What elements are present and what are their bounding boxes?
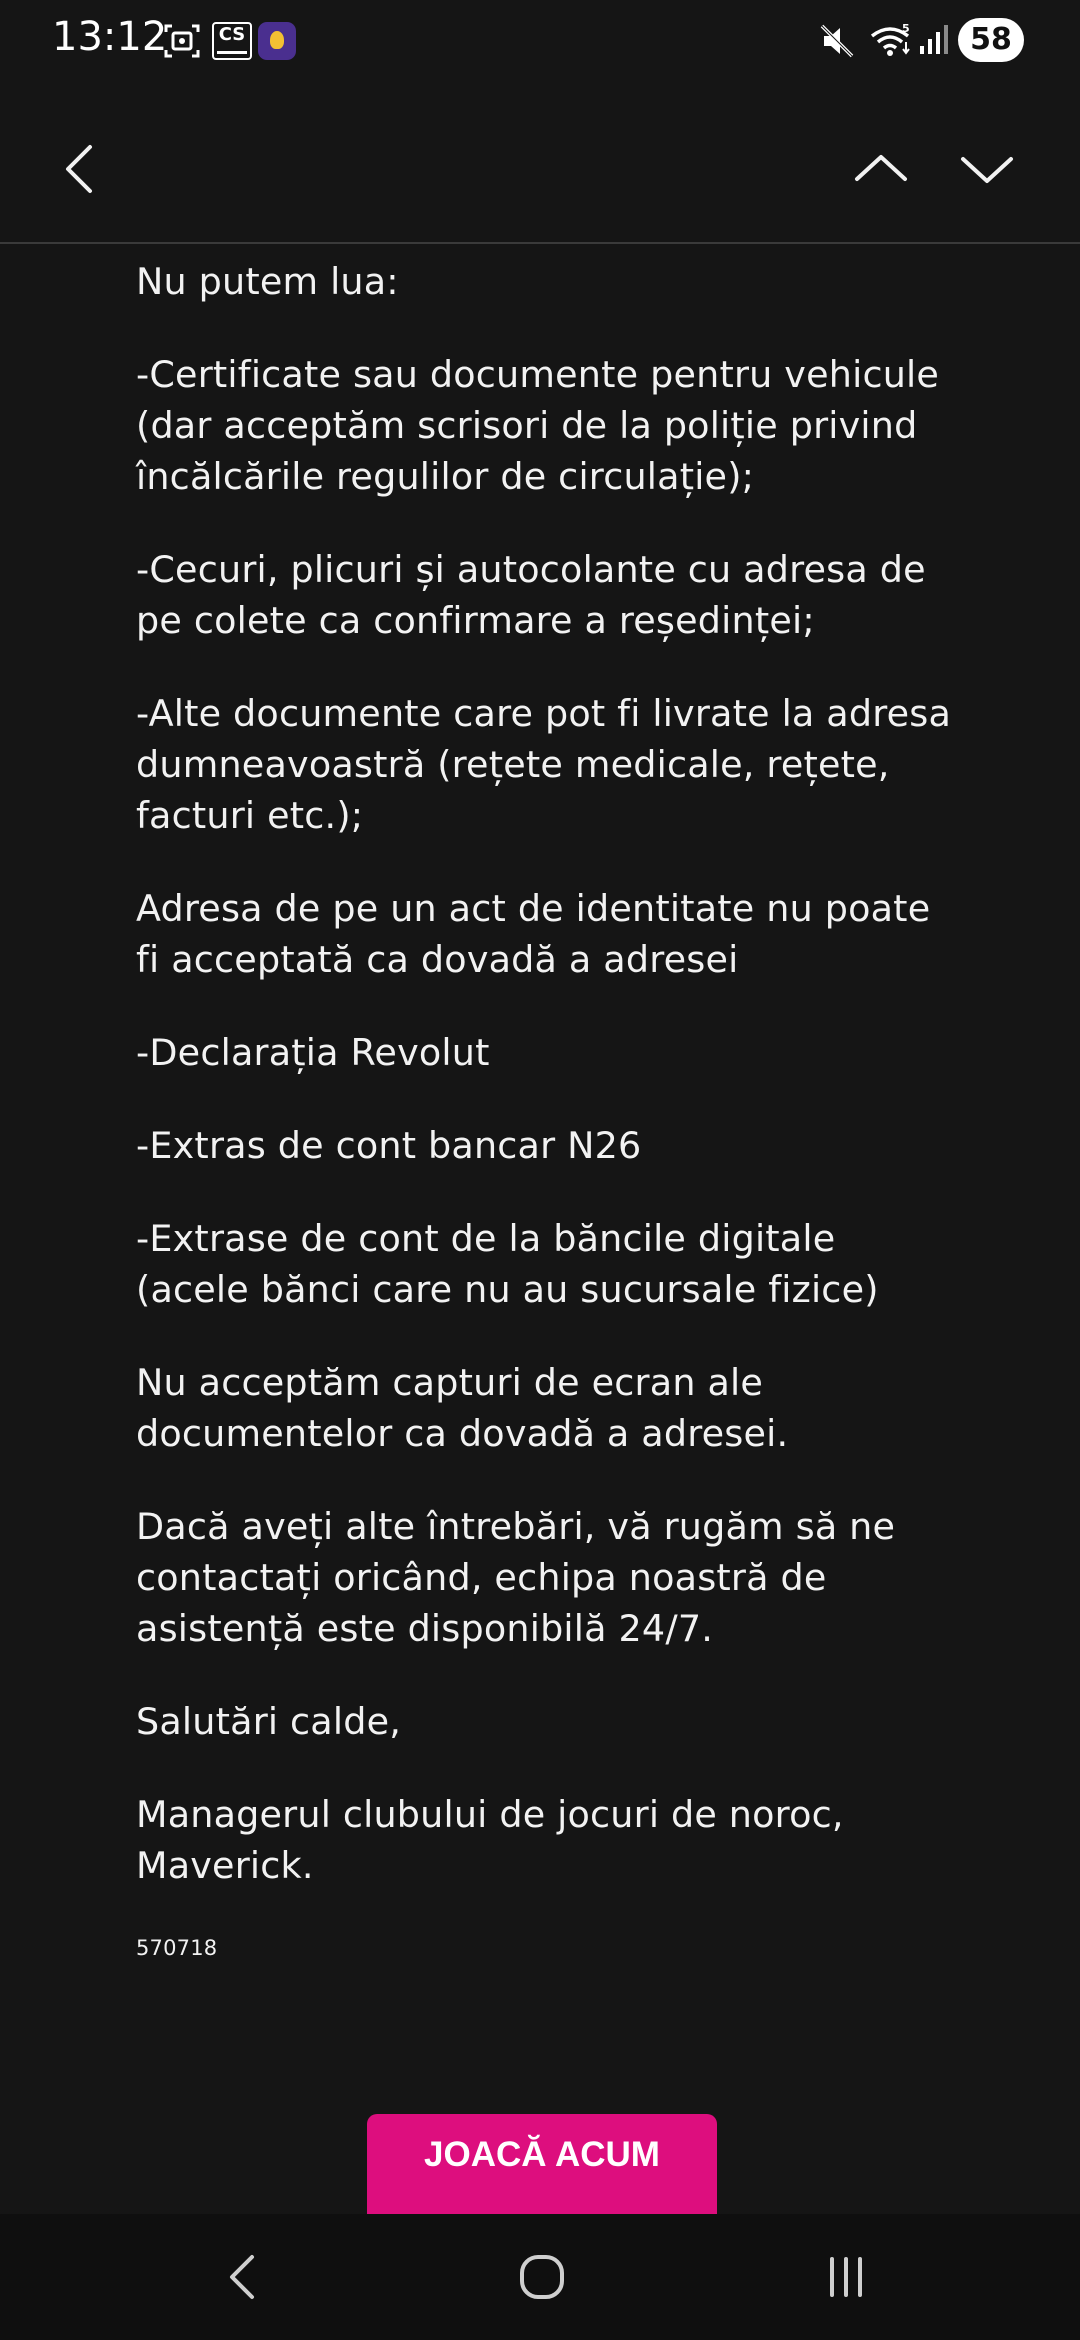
- back-button[interactable]: [36, 124, 126, 214]
- recents-bars-icon: [820, 2251, 872, 2303]
- battery-level: 58: [970, 22, 1012, 57]
- message-paragraph: Nu acceptăm capturi de ecran ale documentelor ca dovadă a adresei.: [136, 1361, 789, 1455]
- chevron-left-icon: [56, 141, 106, 197]
- message-paragraph: -Certificate sau documente pentru vehicule (dar acceptăm scrisori de la poliție privind încălcările regulilor de circulație);: [136, 353, 940, 498]
- chevron-down-icon: [957, 149, 1017, 189]
- system-back-button[interactable]: [202, 2244, 282, 2310]
- cs-app-icon: CS: [212, 22, 252, 60]
- message-paragraph: -Alte documente care pot fi livrate la adresa dumneavoastră (rețete medicale, rețete, facturi etc.);: [136, 692, 952, 837]
- message-paragraph: -Cecuri, plicuri și autocolante cu adresa de pe colete ca confirmare a reședinței;: [136, 548, 926, 642]
- message-body: [136, 256, 956, 1963]
- home-circle-icon: [516, 2251, 568, 2303]
- wifi-icon: [868, 20, 916, 60]
- next-message-button[interactable]: [942, 124, 1032, 214]
- message-paragraph: Salutări calde,: [136, 1700, 402, 1743]
- message-paragraph: -Extras de cont bancar N26: [136, 1124, 642, 1167]
- message-paragraph: Dacă aveți alte întrebări, vă rugăm să ne contactați oricând, echipa noastră de asistență este disponibilă 24/7.: [136, 1505, 896, 1650]
- screenshot-icon: [162, 22, 202, 60]
- status-time: 13:12: [52, 14, 168, 60]
- signal-icon: [916, 22, 952, 58]
- app-notification-icon: [258, 22, 296, 60]
- previous-message-button[interactable]: [836, 124, 926, 214]
- system-home-button[interactable]: [502, 2244, 582, 2310]
- message-paragraph: -Extrase de cont de la băncile digitale (acele bănci care nu au sucursale fizice): [136, 1217, 879, 1311]
- message-paragraph: Nu putem lua:: [136, 260, 399, 303]
- message-paragraph: -Declarația Revolut: [136, 1031, 490, 1074]
- play-now-button[interactable]: JOACĂ ACUM: [367, 2114, 717, 2214]
- message-paragraph: Adresa de pe un act de identitate nu poate fi acceptată ca dovadă a adresei: [136, 887, 931, 981]
- system-navigation-bar: [0, 2214, 1080, 2340]
- app-header: [0, 90, 1080, 244]
- back-chevron-icon: [222, 2251, 262, 2303]
- svg-text:5: 5: [902, 22, 910, 35]
- chevron-up-icon: [851, 149, 911, 189]
- status-bar: [0, 0, 1080, 82]
- battery-indicator: [958, 18, 1024, 62]
- reference-code: 570718: [136, 1936, 218, 1960]
- mute-icon: [818, 22, 856, 60]
- system-recents-button[interactable]: [806, 2244, 886, 2310]
- message-paragraph: Managerul clubului de jocuri de noroc, Maverick.: [136, 1793, 844, 1887]
